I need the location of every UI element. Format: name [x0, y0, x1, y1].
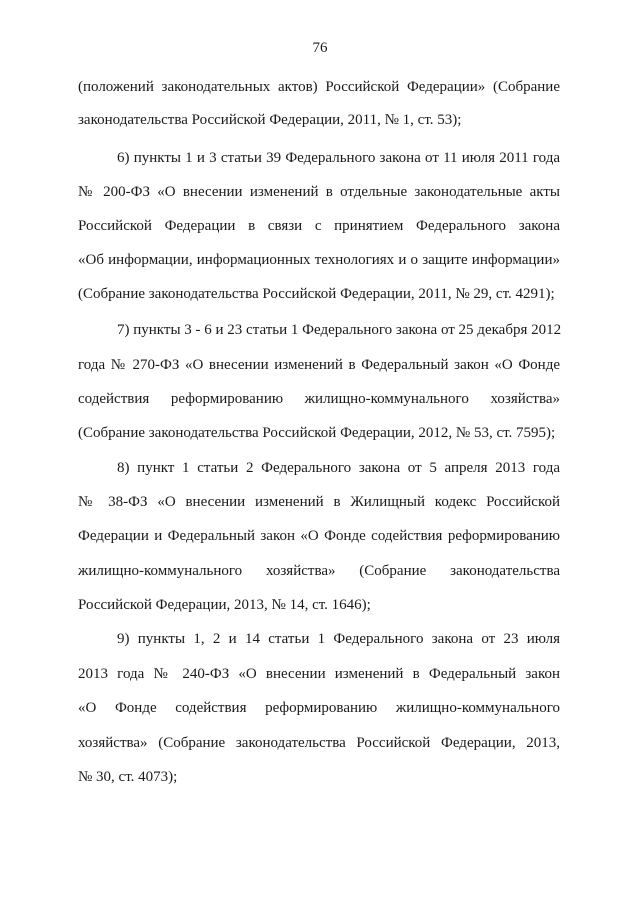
text-line: содействия реформированию жилищно-коммунального хозяйства» [78, 391, 560, 407]
text-line: № 30, ст. 4073); [78, 769, 178, 785]
text-line: жилищно-коммунального хозяйства» (Собрание законодательства [78, 563, 560, 579]
text-line: Российской Федерации в связи с принятием Федерального закона [78, 218, 560, 234]
page-number: 76 [312, 40, 328, 56]
text-line: «О Фонде содействия реформированию жилищно-коммунального [78, 700, 560, 716]
text-line: Федерации и Федеральный закон «О Фонде содействия реформированию [78, 528, 560, 544]
text-line: (Собрание законодательства Российской Федерации, 2011, № 29, ст. 4291); [78, 286, 555, 302]
text-line: 7) пункты 3 - 6 и 23 статьи 1 Федерального закона от 25 декабря 2012 [117, 322, 562, 338]
text-line: года № 270-ФЗ «О внесении изменений в Федеральный закон «О Фонде [78, 357, 560, 373]
text-line: 9) пункты 1, 2 и 14 статьи 1 Федерального закона от 23 июля [117, 631, 560, 647]
text-line: № 38-ФЗ «О внесении изменений в Жилищный кодекс Российской [78, 494, 560, 510]
text-line: № 200-ФЗ «О внесении изменений в отдельные законодательные акты [78, 184, 560, 200]
text-line: хозяйства» (Собрание законодательства Российской Федерации, 2013, [78, 735, 560, 751]
text-line: 6) пункты 1 и 3 статьи 39 Федерального закона от 11 июля 2011 года [117, 150, 560, 166]
text-line: 8) пункт 1 статьи 2 Федерального закона от 5 апреля 2013 года [117, 460, 560, 476]
text-line: (Собрание законодательства Российской Федерации, 2012, № 53, ст. 7595); [78, 425, 556, 441]
text-line: 2013 года № 240-ФЗ «О внесении изменений в Федеральный закон [78, 666, 560, 682]
text-line: «Об информации, информационных технологиях и о защите информации» [78, 252, 560, 268]
text-line: (положений законодательных актов) Российской Федерации» (Собрание [78, 79, 560, 95]
text-line: Российской Федерации, 2013, № 14, ст. 1646); [78, 597, 371, 613]
text-line: законодательства Российской Федерации, 2011, № 1, ст. 53); [78, 112, 462, 128]
